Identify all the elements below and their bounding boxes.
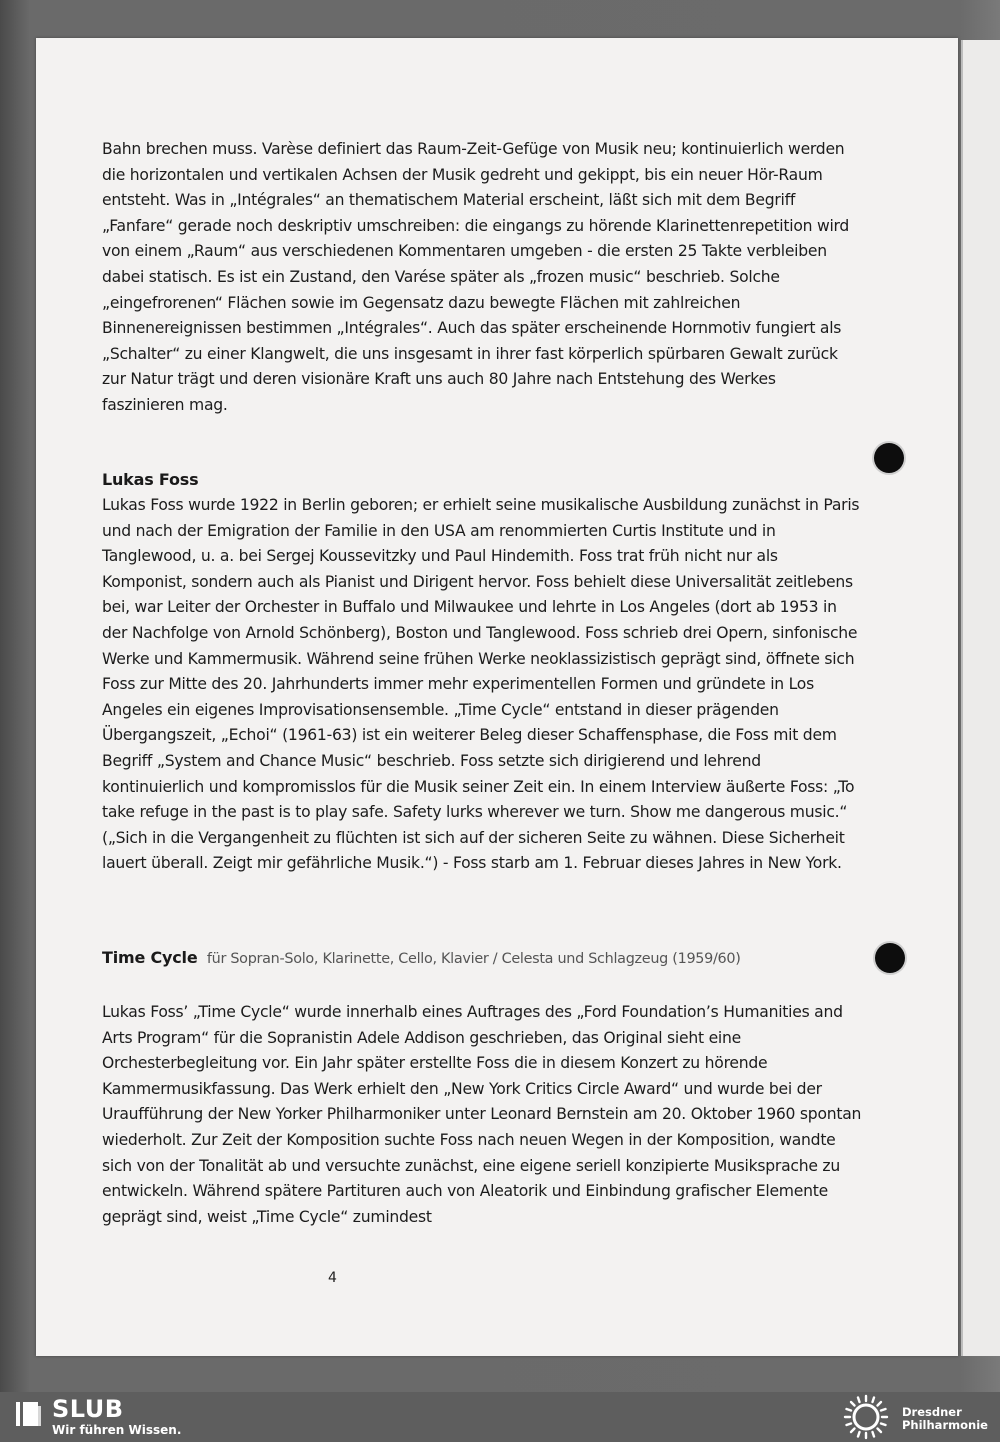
time-cycle-title: Time Cycle bbox=[102, 948, 198, 967]
heading-lukas-foss: Lukas Foss bbox=[102, 470, 199, 489]
partner-name-line1: Dresdner bbox=[902, 1405, 962, 1419]
punch-hole-upper bbox=[874, 443, 904, 473]
library-tagline: Wir führen Wissen. bbox=[52, 1423, 182, 1437]
partner-name bbox=[902, 1406, 998, 1432]
library-name: SLUB bbox=[52, 1395, 124, 1423]
heading-time-cycle bbox=[102, 948, 741, 967]
slub-book-icon bbox=[14, 1400, 42, 1428]
partner-name-line2: Philharmonie bbox=[902, 1418, 988, 1432]
paragraph-time-cycle: Lukas Foss’ „Time Cycle“ wurde innerhalb eines Auftrages des „Ford Foundation’s Humanities and Arts Program“ für die Sopranistin Adele Addison geschrieben, das Original sieht eine Orchesterbegleitung vor. Ein Jahr später erstellte Foss die in diesem Konzert zu hörende Kammermusikfassung. Das Werk erhielt den „New York Critics Circle Award“ und wurde bei der Uraufführung der New Yorker Philharmoniker unter Leonard Bernstein am 20. Oktober 1960 spontan wiederholt. Zur Zeit der Komposition suchte Foss nach neuen Wegen in der Komposition, wandte sich von der Tonalität ab und versuchte zunächst, eine eigene seriell konzipierte Musiksprache zu entwickeln. Während spätere Partituren auch von Aleatorik und Einbindung grafischer Elemente geprägt sind, weist „Time Cycle“ zumindest bbox=[102, 1003, 862, 1226]
punch-hole-lower bbox=[875, 943, 905, 973]
paragraph-varese: Bahn brechen muss. Varèse definiert das Raum-Zeit-Gefüge von Musik neu; kontinuierlich werden die horizontalen und vertikalen Achsen der Musik gedreht und gekippt, bis ein neuer Hör-Raum entsteht. Was in „Intégrales“ an thematischem Material erscheint, läßt sich mit dem Begriff „Fanfare“ gerade noch deskriptiv umschreiben: die eingangs zu hörende Klarinettenrepetition wird von einem „Raum“ aus verschiedenen Kommentaren umgeben - die ersten 25 Takte verbleiben dabei statisch. Es ist ein Zustand, den Varése später als „frozen music“ beschrieb. Solche „eingefrorenen“ Flächen sowie im Gegensatz dazu bewegte Flächen mit zahlreichen Binnenereignissen bestimmen „Intégrales“. Auch das später erscheinende Hornmotiv fungiert als „Schalter“ zu einer Klangwelt, die uns insgesamt in ihrer fast körperlich spürbaren Gewalt zurück zur Natur trägt und deren visionäre Kraft uns auch 80 Jahre nach Entstehung des Werkes faszinieren mag. bbox=[102, 140, 850, 414]
page-number: 4 bbox=[328, 1270, 337, 1286]
time-cycle-instrumentation: für Sopran-Solo, Klarinette, Cello, Klavier / Celesta und Schlagzeug (1959/60) bbox=[206, 951, 741, 967]
footer-bar bbox=[0, 1392, 1000, 1442]
paragraph-lukas-foss: Lukas Foss wurde 1922 in Berlin geboren; er erhielt seine musikalische Ausbildung zunächst in Paris und nach der Emigration der Familie in den USA am renommierten Curtis Institute und in Tanglewood, u. a. bei Sergej Koussevitzky und Paul Hindemith. Foss trat früh nicht nur als Komponist, sondern auch als Pianist und Dirigent hervor. Foss behielt diese Universalität zeitlebens bei, war Leiter der Orchester in Buffalo und Milwaukee und lehrte in Los Angeles (dort ab 1953 in der Nachfolge von Arnold Schönberg), Boston und Tanglewood. Foss schrieb drei Opern, sinfonische Werke und Kammermusik. Während seine frühen Werke neoklassizistisch geprägt sind, öffnete sich Foss zur Mitte des 20. Jahrhunderts immer mehr experimentellen Formen und gründete in Los Angeles ein eigenes Improvisationsensemble. „Time Cycle“ entstand in dieser prägenden Übergangszeit, „Echoi“ (1961-63) ist ein weiterer Beleg dieser Schaffensphase, die Foss mit dem Begriff „System and Chance Music“ beschrieb. Foss setzte sich dirigierend und lehrend kontinuierlich und kompromisslos für die Musik seiner Zeit ein. In einem Interview äußerte Foss: „To take refuge in the past is to play safe. Safety lurks wherever we turn. Show me dangerous music.“ („Sich in die Vergangenheit zu flüchten ist sich auf der sicheren Seite zu wähnen. Diese Sicherheit lauert überall. Zeigt mir gefährliche Musik.“) - Foss starb am 1. Februar dieses Jahres in New York. bbox=[102, 496, 860, 873]
document-page bbox=[36, 38, 958, 1356]
dresdner-philharmonie-sunburst-icon bbox=[841, 1394, 891, 1440]
adjacent-page-edge bbox=[961, 40, 1000, 1356]
